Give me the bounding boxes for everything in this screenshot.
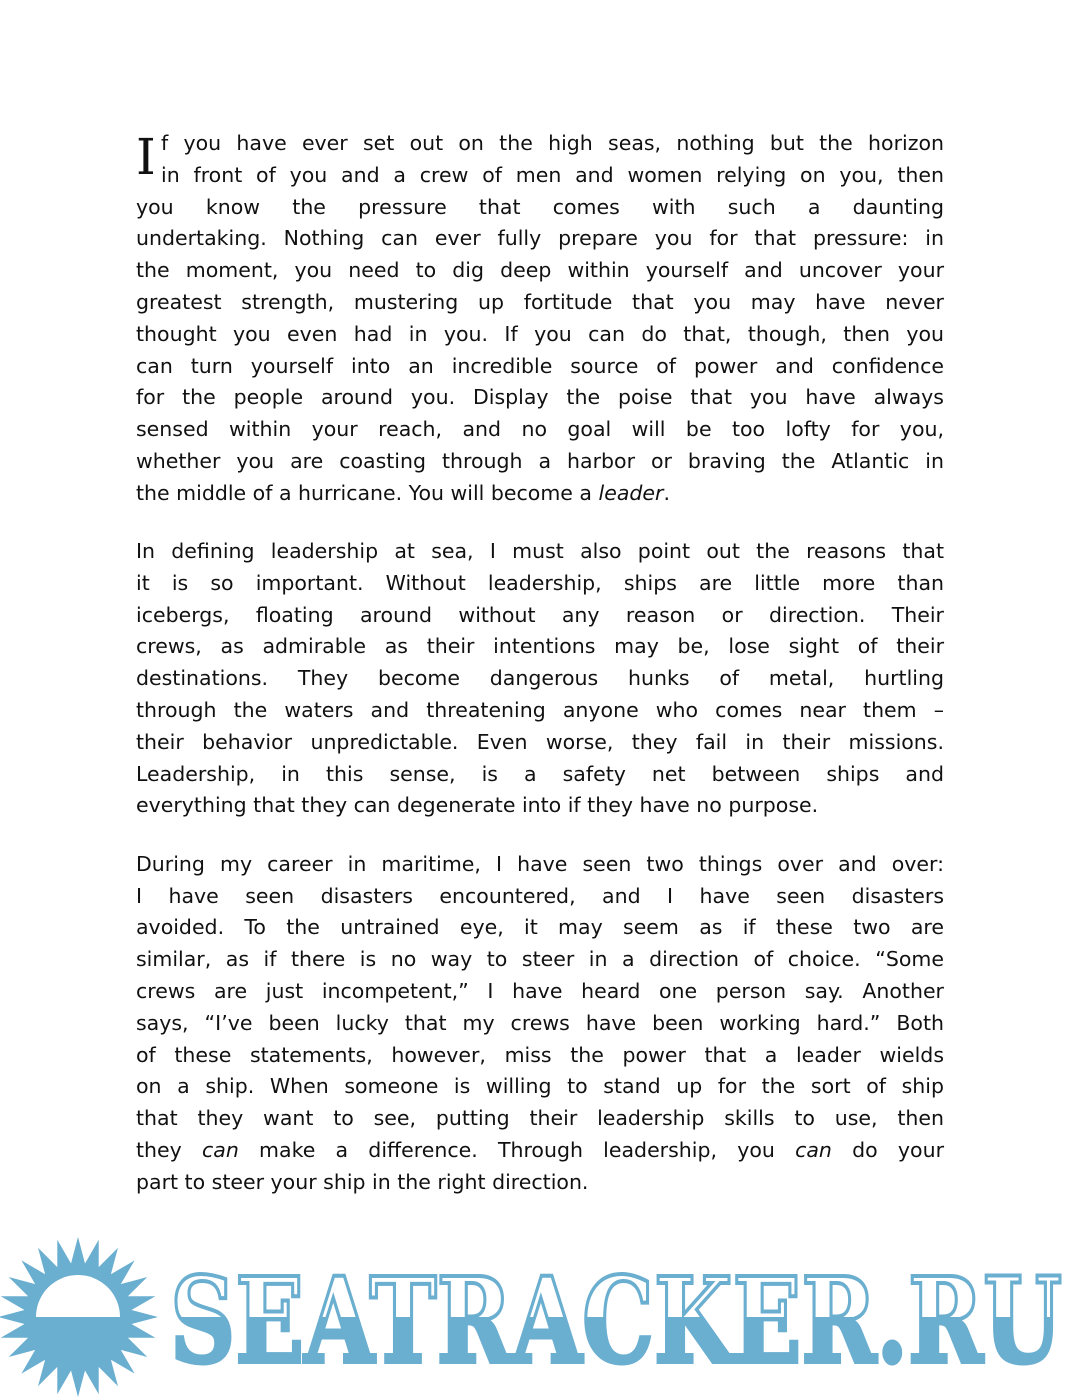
paragraph	[136, 536, 944, 822]
text-segment: undertaking. Nothing can ever fully prepare you for that pressure: in	[136, 226, 944, 251]
drop-cap: I	[136, 128, 156, 186]
paragraph	[136, 849, 944, 1199]
text-line	[136, 536, 944, 568]
text-segment: thought you even had in you. If you can do that, though, then you	[136, 321, 944, 346]
text-line	[136, 128, 944, 160]
text-segment: it is so important. Without leadership, ships are little more than	[136, 570, 944, 595]
text-line	[136, 351, 944, 383]
text-segment: the moment, you need to dig deep within yourself and uncover your	[136, 258, 944, 283]
text-line	[136, 1040, 944, 1072]
text-line	[136, 160, 944, 192]
text-line	[136, 727, 944, 759]
text-segment: everything that they can degenerate into if they have no purpose.	[136, 793, 819, 818]
text-segment: says, “I’ve been lucky that my crews have been working hard.” Both	[136, 1010, 944, 1035]
emphasis: can	[202, 1137, 239, 1162]
text-line	[136, 414, 944, 446]
text-segment: on a ship. When someone is willing to stand up for the sort of ship	[136, 1074, 944, 1099]
text-line	[136, 1167, 944, 1199]
text-segment: you know the pressure that comes with such a daunting	[136, 194, 944, 219]
text-segment: for the people around you. Display the poise that you have always	[136, 385, 944, 410]
text-line	[136, 631, 944, 663]
text-segment: do your	[831, 1137, 944, 1162]
text-line	[136, 663, 944, 695]
text-line	[136, 1135, 944, 1167]
paragraph	[136, 128, 944, 510]
text-segment: In defining leadership at sea, I must also point out the reasons that	[136, 539, 944, 564]
text-line	[136, 1103, 944, 1135]
text-line	[136, 287, 944, 319]
text-segment: icebergs, floating around without any reason or direction. Their	[136, 602, 944, 627]
text-line	[136, 568, 944, 600]
emphasis: can	[795, 1137, 832, 1162]
text-line	[136, 912, 944, 944]
text-segment: f you have ever set out on the high seas, nothing but the horizon	[161, 131, 944, 155]
sun-over-horizon-icon	[0, 1237, 158, 1397]
text-segment: that they want to see, putting their leadership skills to use, then	[136, 1106, 944, 1131]
text-line	[136, 976, 944, 1008]
text-segment: .	[663, 480, 670, 505]
text-line	[136, 319, 944, 351]
text-segment: part to steer your ship in the right direction.	[136, 1169, 589, 1194]
text-segment: destinations. They become dangerous hunks of metal, hurtling	[136, 666, 944, 691]
text-segment: make a difference. Through leadership, you	[238, 1137, 796, 1162]
text-segment: sensed within your reach, and no goal will be too lofty for you,	[136, 417, 944, 442]
text-line	[136, 695, 944, 727]
text-line	[136, 944, 944, 976]
text-segment: greatest strength, mustering up fortitude that you may have never	[136, 289, 944, 314]
emphasis: leader	[598, 480, 664, 505]
text-segment: Leadership, in this sense, is a safety net between ships and	[136, 761, 944, 786]
text-line	[136, 600, 944, 632]
text-line	[136, 446, 944, 478]
text-segment: the middle of a hurricane. You will become a	[136, 480, 599, 505]
text-line	[136, 223, 944, 255]
text-segment: During my career in maritime, I have seen two things over and over:	[136, 851, 944, 876]
watermark-text: SEATRACKER.RU	[170, 1251, 1062, 1390]
article-body	[136, 128, 944, 1225]
text-line	[136, 192, 944, 224]
text-segment: I have seen disasters encountered, and I have seen disasters	[136, 883, 944, 908]
text-line	[136, 790, 944, 822]
text-segment: their behavior unpredictable. Even worse, they fail in their missions.	[136, 729, 944, 754]
text-segment: they	[136, 1137, 202, 1162]
text-line	[136, 1071, 944, 1103]
text-segment: can turn yourself into an incredible source of power and confidence	[136, 353, 944, 378]
text-segment: crews are just incompetent,” I have heard one person say. Another	[136, 978, 944, 1003]
text-segment: of these statements, however, miss the power that a leader wields	[136, 1042, 944, 1067]
seatracker-logo	[0, 1230, 1080, 1397]
text-segment: similar, as if there is no way to steer in a direction of choice. “Some	[136, 947, 944, 972]
text-segment: crews, as admirable as their intentions may be, lose sight of their	[136, 634, 944, 659]
text-line	[136, 382, 944, 414]
text-line	[136, 881, 944, 913]
text-line	[136, 1008, 944, 1040]
text-segment: in front of you and a crew of men and women relying on you, then	[161, 162, 944, 187]
text-segment: whether you are coasting through a harbor or braving the Atlantic in	[136, 448, 944, 473]
text-line	[136, 849, 944, 881]
text-line	[136, 255, 944, 287]
text-line	[136, 478, 944, 510]
text-segment: through the waters and threatening anyone who comes near them –	[136, 698, 944, 723]
text-line	[136, 759, 944, 791]
text-segment: avoided. To the untrained eye, it may seem as if these two are	[136, 915, 944, 940]
